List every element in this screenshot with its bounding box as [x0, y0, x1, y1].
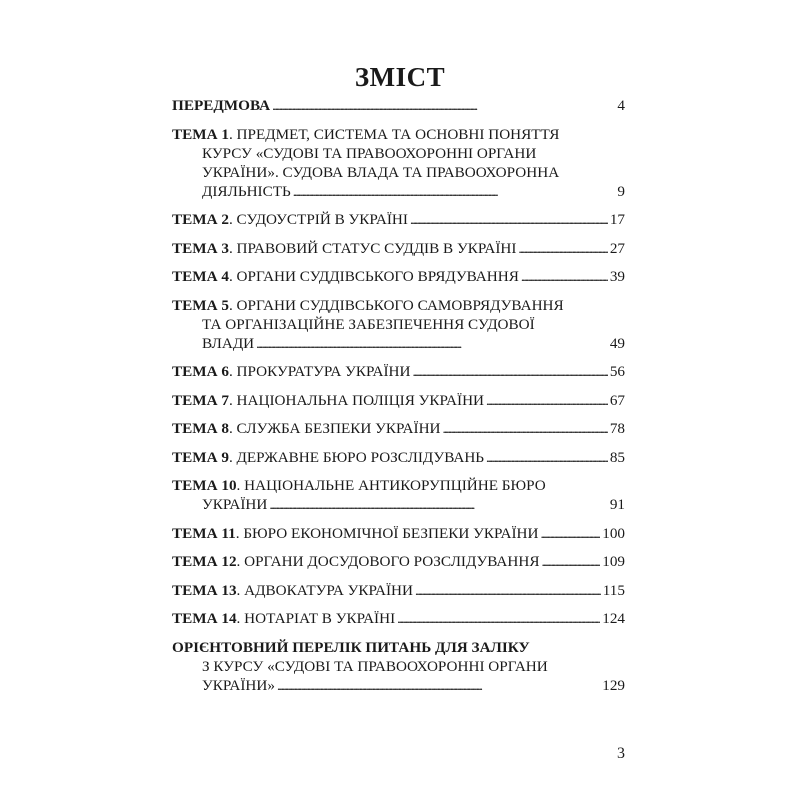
topic-prefix: ТЕМА 8: [172, 420, 229, 437]
dot-leader: [521, 267, 608, 286]
topic-title-line: ВЛАДИ: [202, 334, 255, 352]
toc-page-number: 85: [609, 448, 625, 466]
dot-leader: [518, 239, 607, 258]
topic-title-line: . НАЦІОНАЛЬНЕ АНТИКОРУПЦІЙНЕ БЮРО: [236, 477, 546, 494]
topic-title-line: . ОРГАНИ СУДДІВСЬКОГО САМОВРЯДУВАННЯ: [228, 296, 564, 314]
dot-leader: [397, 609, 600, 628]
toc-page-number: 124: [602, 610, 625, 627]
topic-title: . НОТАРІАТ В УКРАЇНІ: [236, 610, 396, 627]
dot-leader: [486, 391, 608, 410]
dot-leader: [256, 334, 608, 353]
toc-page-number: 9: [617, 182, 625, 200]
topic-title: . СУДОУСТРІЙ В УКРАЇНІ: [228, 211, 408, 228]
toc-entry-topic-2[interactable]: [172, 210, 625, 229]
toc-page-number: 4: [617, 97, 625, 114]
table-of-contents: [172, 96, 625, 704]
topic-title-line: КУРСУ «СУДОВІ ТА ПРАВООХОРОННІ ОРГАНИ: [202, 144, 537, 162]
toc-page-number: 39: [609, 268, 625, 285]
toc-entry-label: ПЕРЕДМОВА: [172, 97, 271, 114]
questions-title: ОРІЄНТОВНИЙ ПЕРЕЛІК ПИТАНЬ ДЛЯ ЗАЛІКУ: [172, 638, 530, 656]
topic-title: . ОРГАНИ СУДДІВСЬКОГО ВРЯДУВАННЯ: [228, 268, 519, 285]
dot-leader: [269, 495, 607, 514]
topic-title-line: . ПРЕДМЕТ, СИСТЕМА ТА ОСНОВНІ ПОНЯТТЯ: [228, 125, 560, 143]
toc-page-number: 100: [602, 524, 625, 542]
topic-title: . НАЦІОНАЛЬНА ПОЛІЦІЯ УКРАЇНИ: [228, 391, 485, 409]
topic-prefix: ТЕМА 3: [172, 239, 229, 257]
topic-title: . АДВОКАТУРА УКРАЇНИ: [236, 581, 413, 599]
dot-leader: [541, 552, 600, 571]
topic-prefix: ТЕМА 13: [172, 581, 237, 599]
page-number: 3: [617, 745, 625, 762]
toc-entry-topic-13[interactable]: [172, 581, 625, 600]
toc-entry-topic-7[interactable]: [172, 391, 625, 410]
topic-prefix: ТЕМА 6: [172, 363, 229, 380]
toc-entry-topic-14[interactable]: [172, 609, 625, 628]
topic-title-line: УКРАЇНИ». СУДОВА ВЛАДА ТА ПРАВООХОРОННА: [202, 163, 560, 181]
topic-title: . ПРОКУРАТУРА УКРАЇНИ: [228, 363, 411, 380]
toc-page-number: 27: [609, 239, 625, 257]
topic-title: . ОРГАНИ ДОСУДОВОГО РОЗСЛІДУВАННЯ: [236, 553, 540, 570]
toc-entry-topic-4[interactable]: [172, 267, 625, 286]
topic-prefix: ТЕМА 5: [172, 296, 229, 314]
questions-subtitle-line: З КУРСУ «СУДОВІ ТА ПРАВООХОРОННІ ОРГАНИ: [202, 657, 548, 675]
toc-entry-topic-5[interactable]: [172, 296, 625, 353]
toc-entry-topic-3[interactable]: [172, 239, 625, 258]
toc-entry-topic-8[interactable]: [172, 419, 625, 438]
dot-leader: [415, 581, 601, 600]
topic-prefix: ТЕМА 10: [172, 477, 237, 494]
toc-page-number: 67: [609, 391, 625, 409]
dot-leader: [410, 210, 608, 229]
toc-entry-topic-11[interactable]: [172, 524, 625, 543]
toc-page-number: 17: [609, 211, 625, 228]
toc-page-number: 109: [602, 553, 625, 570]
dot-leader: [272, 96, 615, 115]
topic-title: . СЛУЖБА БЕЗПЕКИ УКРАЇНИ: [228, 420, 441, 437]
page-title: ЗМІСТ: [354, 62, 446, 92]
dot-leader: [293, 182, 616, 201]
toc-entry-preface[interactable]: [172, 96, 625, 115]
topic-prefix: ТЕМА 1: [172, 125, 229, 143]
questions-subtitle-line: УКРАЇНИ»: [202, 676, 275, 694]
dot-leader: [540, 524, 600, 543]
toc-page-number: 115: [602, 581, 625, 599]
topic-prefix: ТЕМА 14: [172, 610, 237, 627]
toc-page-number: 56: [609, 363, 625, 380]
topic-title: . ДЕРЖАВНЕ БЮРО РОЗСЛІДУВАНЬ: [228, 448, 485, 466]
topic-prefix: ТЕМА 9: [172, 448, 229, 466]
toc-page-number: 49: [609, 334, 625, 352]
dot-leader: [412, 362, 607, 381]
dot-leader: [486, 448, 608, 467]
topic-title-line: ТА ОРГАНІЗАЦІЙНЕ ЗАБЕЗПЕЧЕННЯ СУДОВОЇ: [202, 315, 535, 333]
toc-page-number: 91: [609, 496, 625, 513]
topic-title-line: ДІЯЛЬНІСТЬ: [202, 182, 291, 200]
topic-prefix: ТЕМА 2: [172, 211, 229, 228]
toc-page-number: 78: [609, 420, 625, 437]
topic-prefix: ТЕМА 7: [172, 391, 229, 409]
topic-title: . БЮРО ЕКОНОМІЧНОЇ БЕЗПЕКИ УКРАЇНИ: [235, 524, 539, 542]
toc-entry-topic-6[interactable]: [172, 362, 625, 381]
toc-entry-topic-1[interactable]: [172, 125, 625, 201]
topic-title: . ПРАВОВИЙ СТАТУС СУДДІВ В УКРАЇНІ: [228, 239, 517, 257]
dot-leader: [443, 419, 608, 438]
toc-entry-topic-9[interactable]: [172, 448, 625, 467]
dot-leader: [277, 676, 600, 695]
topic-title-line: УКРАЇНИ: [202, 496, 268, 513]
topic-prefix: ТЕМА 11: [172, 524, 236, 542]
topic-prefix: ТЕМА 12: [172, 553, 237, 570]
toc-entry-topic-10[interactable]: [172, 476, 625, 514]
toc-entry-topic-12[interactable]: [172, 552, 625, 571]
toc-page-number: 129: [602, 676, 625, 694]
toc-entry-questions[interactable]: [172, 638, 625, 695]
topic-prefix: ТЕМА 4: [172, 268, 229, 285]
